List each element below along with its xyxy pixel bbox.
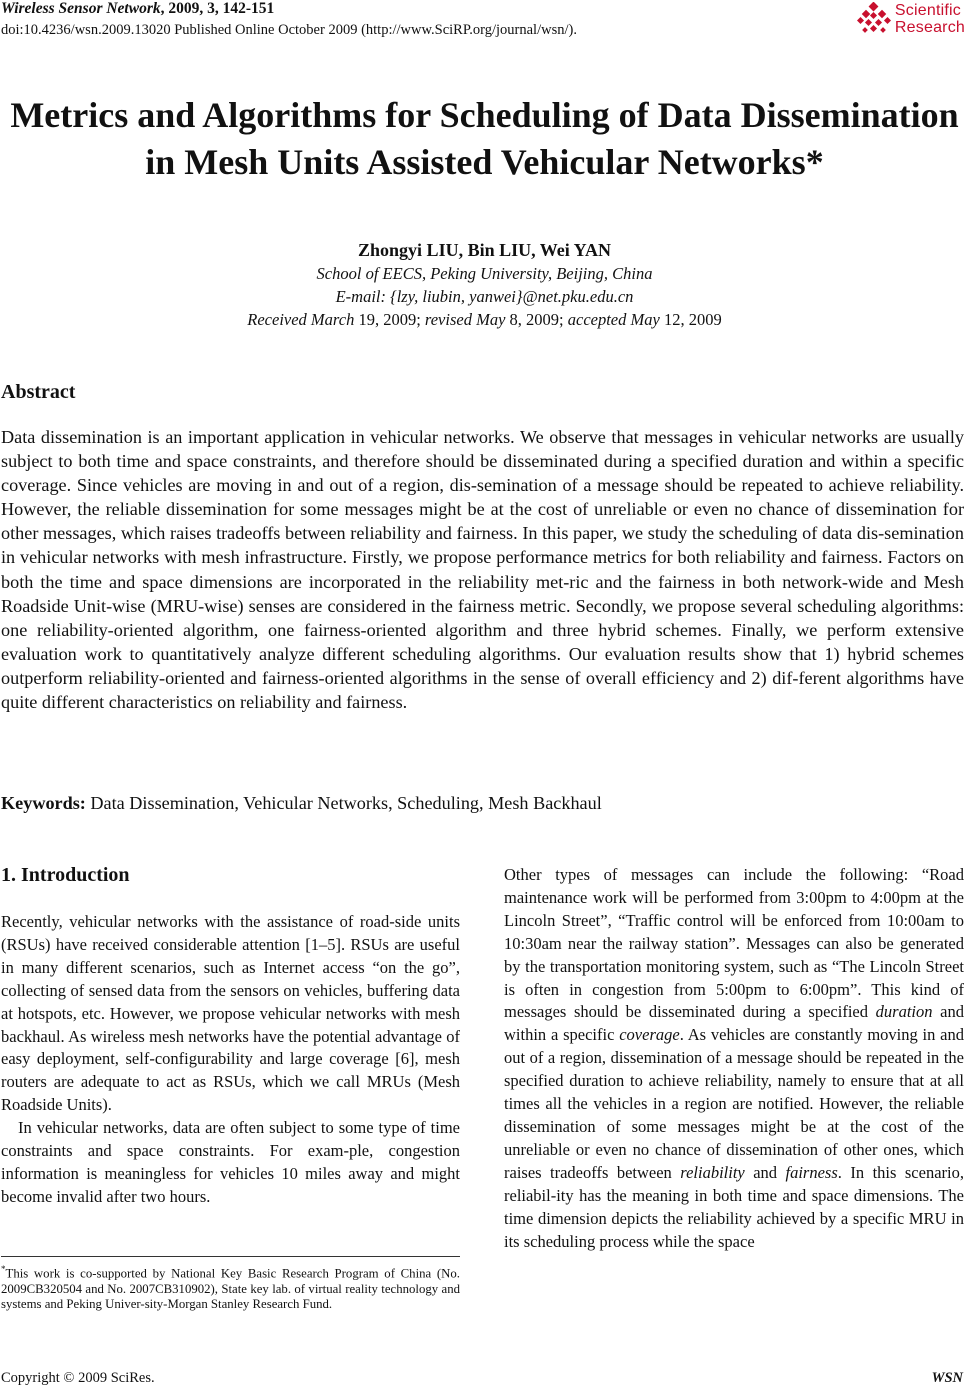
right-text-1: Other types of messages can include the following: “Road maintenance work will be performed from 3:00pm to 4:00pm at the Lincoln Street”, “Traffic control will be enforced from 10:00am to 10:30am near the railway station”. Messages can also be generated by the transportation monitoring system, such as “The Lincoln Street is often in congestion from 5:00pm to 6:00pm”. This kind of messages should be disseminated during a specified [504, 865, 964, 1022]
intro-paragraph-2: In vehicular networks, data are often subject to some type of time constraints and space constraints. For exam-ple, congestion information is meaningless for vehicles 10 miles away and might become invalid after two hours. [1, 1118, 460, 1206]
publisher-logo [857, 2, 965, 36]
right-text-5: . In this scenario, reliabil-ity has the meaning in both time and space dimensions. The time dimension depicts the reliability achieved by a specific MRU in its scheduling process while the space [504, 1162, 964, 1251]
accepted-label: accepted May [567, 310, 660, 329]
affiliation: School of EECS, Peking University, Beijing, China [316, 264, 653, 283]
revised-label: revised May [424, 310, 506, 329]
paper-title [0, 92, 969, 186]
email-value: : {lzy, liubin, yanwei}@net.pku.edu.cn [380, 287, 634, 306]
revised-value: 8, 2009; [505, 310, 568, 329]
right-emphasis-duration: duration [875, 1002, 933, 1022]
doi-line: doi:10.4236/wsn.2009.13020 Published Online October 2009 (http://www.SciRP.org/journal/wsn/). [1, 22, 577, 38]
title-line1: Metrics and Algorithms for Scheduling of Data Dissemination [10, 95, 959, 135]
left-column [1, 911, 460, 1209]
keywords-text: Data Dissemination, Vehicular Networks, Scheduling, Mesh Backhaul [85, 793, 602, 813]
section-heading-introduction: 1. Introduction [1, 864, 130, 886]
author-list: Zhongyi LIU, Bin LIU, Wei YAN [358, 240, 611, 260]
received-value: 19, 2009; [354, 310, 425, 329]
right-emphasis-coverage: coverage [619, 1025, 680, 1045]
email-label: E-mail [335, 287, 381, 306]
received-label: Received March [247, 310, 355, 329]
right-column [504, 864, 964, 1253]
footnote-mark: * [1, 1264, 6, 1274]
publisher-line2: Research [894, 19, 965, 36]
journal-name: Wireless Sensor Network [1, 0, 161, 17]
right-text-4: and [744, 1162, 786, 1182]
footnote-text: This work is co-supported by National Key Basic Research Program of China (No. 2009CB320504 and No. 2007CB310902), State key lab. of virtual reality technology and systems and Peking Univer-sity-Morgan Stanley Research Fund. [1, 1266, 460, 1312]
right-text-3: . As vehicles are constantly moving in and out of a region, dissemination of a message should be repeated in the specified duration to achieve reliability, namely to ensure that at all times all the vehicles in a region are notified. However, the reliable dissemination of some messages might be at the cost of the unreliable or even no chance of dissemination of other ones, which raises tradeoffs between [504, 1025, 965, 1182]
publisher-name [895, 2, 965, 36]
footnote-divider [1, 1256, 460, 1257]
journal-volume: , 2009, 3, 142-151 [160, 0, 275, 17]
email-line [0, 287, 969, 307]
publisher-line1: Scientific [894, 2, 961, 19]
keywords-label: Keywords: [1, 793, 86, 813]
received-dates [0, 310, 969, 330]
abstract-text: Data dissemination is an important application in vehicular networks. We observe that messages in vehicular networks are usually subject to both time and space constraints, and therefore should be disseminated during a specified duration and within a specific coverage. Since vehicles are moving in and out of a region, dis-semination of a message should be repeated to achieve reliability. However, the reliable dissemination for some messages might be at the cost of unreliable or even no chance of dissemination for other messages, which raises tradeoffs between reliability and fairness. In this paper, we study the scheduling of data dis-semination in vehicular networks with mesh infrastructure. Firstly, we propose performance metrics for both reliability and fairness. Factors on both the time and space dimensions are incorporated in the reliability met-ric and the fairness in both network-wide and Mesh Roadside Unit-wise (MRU-wise) senses are considered in the fairness metric. Secondly, we propose several scheduling algorithms: one reliability-oriented algorithm, one fairness-oriented algorithm and three hybrid schemes. Finally, we perform extensive evaluation work to quantitatively analyze different scheduling algorithms. Our evaluation results show that 1) hybrid schemes outperform reliability-oriented and fairness-oriented algorithms in the sense of overall efficiency and 2) dif-ferent algorithms have quite different characteristics on reliability and fairness. [1, 427, 964, 713]
right-emphasis-reliability: reliability [680, 1162, 745, 1182]
keywords-line [1, 793, 964, 814]
journal-abbreviation: WSN [931, 1370, 963, 1386]
intro-paragraph-1: Recently, vehicular networks with the assistance of road-side units (RSUs) have received considerable attention [1–5]. RSUs are useful in many different scenarios, such as Internet access “on the go”, collecting of sensed data from the sensors on vehicles, buffering data at hotspots, etc. However, we propose vehicular networks with mesh backhaul. As wireless mesh networks have the potential advantage of easy deployment, self-configurability and large coverage [6], mesh routers are adequate to act as RSUs, which we call MRUs (Mesh Roadside Units). [1, 912, 460, 1115]
journal-citation [1, 0, 274, 18]
funding-footnote [1, 1262, 460, 1313]
title-line2: in Mesh Units Assisted Vehicular Networks* [145, 142, 824, 182]
copyright-notice: Copyright © 2009 SciRes. [1, 1370, 155, 1386]
right-text-2: and within a specific [504, 1002, 964, 1045]
accepted-value: 12, 2009 [659, 310, 722, 329]
right-emphasis-fairness: fairness [785, 1162, 838, 1182]
abstract-heading: Abstract [1, 381, 76, 403]
scientific-research-logo-icon [857, 2, 891, 36]
